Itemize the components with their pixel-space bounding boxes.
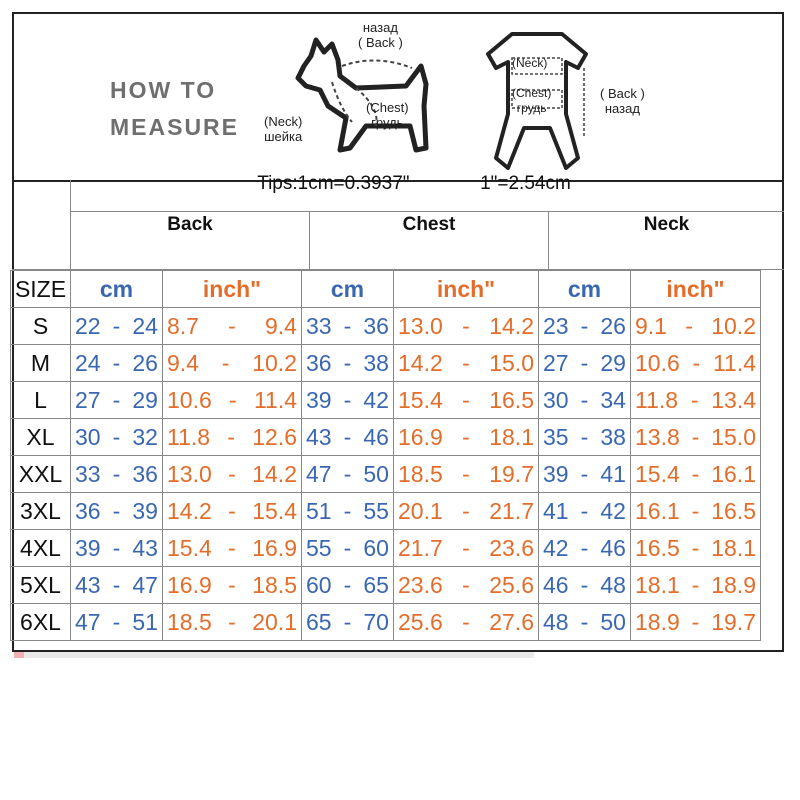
group-back-header: Back — [167, 214, 213, 235]
neck-inch-min: 10.6 — [635, 349, 680, 376]
chest-inch-cell — [394, 567, 539, 604]
range-dash: - — [462, 386, 470, 413]
neck-cm-cell — [539, 345, 631, 382]
neck-cm-cell — [539, 382, 631, 419]
back-cm-cell — [71, 382, 163, 419]
back-inch-min: 9.4 — [167, 349, 199, 376]
back-cm-min: 43 — [75, 571, 101, 598]
back-inch-cell — [163, 419, 302, 456]
chest-inch-max: 15.0 — [489, 349, 534, 376]
chest-cm-min: 51 — [306, 497, 332, 524]
chest-cm-cell — [302, 308, 394, 345]
range-dash: - — [691, 571, 700, 598]
back-cm-max: 36 — [132, 460, 158, 487]
range-dash: - — [691, 423, 700, 450]
table-row — [11, 345, 761, 382]
back-inch-min: 13.0 — [167, 460, 212, 487]
back-inch-header: inch" — [163, 271, 302, 308]
back-inch-min: 16.9 — [167, 571, 212, 598]
chest-cm-cell — [302, 604, 394, 641]
back-inch-cell — [163, 530, 302, 567]
range-dash: - — [462, 534, 470, 561]
chest-cm-min: 43 — [306, 423, 332, 450]
neck-inch-min: 9.1 — [635, 312, 667, 339]
range-dash: - — [228, 534, 236, 561]
range-dash: - — [343, 423, 352, 450]
dog-neck-label: (Neck) шейка — [264, 114, 303, 144]
size-label: 6XL — [11, 604, 71, 641]
range-dash: - — [580, 534, 589, 561]
neck-cm-max: 46 — [600, 534, 626, 561]
dog-chest-label: (Chest) грудь — [366, 100, 409, 130]
how-to-measure-title — [110, 72, 239, 146]
chest-cm-cell — [302, 530, 394, 567]
size-label: XL — [11, 419, 71, 456]
neck-cm-max: 38 — [600, 423, 626, 450]
chest-inch-header: inch" — [394, 271, 539, 308]
range-dash: - — [228, 571, 236, 598]
table-row — [11, 382, 761, 419]
range-dash: - — [228, 608, 236, 635]
chest-cm-max: 65 — [363, 571, 389, 598]
range-dash: - — [343, 460, 352, 487]
range-dash: - — [580, 497, 589, 524]
back-cm-header: cm — [71, 271, 163, 308]
back-cm-cell — [71, 604, 163, 641]
range-dash: - — [112, 423, 121, 450]
neck-cm-header: cm — [539, 271, 631, 308]
table-row — [11, 604, 761, 641]
range-dash: - — [580, 349, 589, 376]
chest-inch-min: 20.1 — [398, 497, 443, 524]
neck-inch-max: 18.1 — [711, 534, 756, 561]
range-dash: - — [112, 349, 121, 376]
neck-inch-max: 16.5 — [711, 497, 756, 524]
range-dash: - — [221, 349, 230, 376]
back-inch-min: 11.8 — [167, 423, 211, 450]
chest-inch-min: 15.4 — [398, 386, 443, 413]
neck-cm-max: 50 — [600, 608, 626, 635]
range-dash: - — [462, 312, 470, 339]
size-label: S — [11, 308, 71, 345]
neck-inch-max: 13.4 — [711, 386, 756, 413]
chest-inch-max: 27.6 — [489, 608, 534, 635]
back-inch-cell — [163, 567, 302, 604]
back-cm-max: 51 — [132, 608, 158, 635]
back-cm-cell — [71, 493, 163, 530]
neck-cm-cell — [539, 604, 631, 641]
table-row — [11, 567, 761, 604]
chest-cm-max: 55 — [363, 497, 389, 524]
range-dash: - — [227, 423, 235, 450]
chest-inch-min: 13.0 — [398, 312, 443, 339]
range-dash: - — [691, 608, 700, 635]
neck-inch-min: 13.8 — [635, 423, 680, 450]
chest-cm-cell — [302, 345, 394, 382]
chest-inch-min: 21.7 — [398, 534, 443, 561]
size-label: 4XL — [11, 530, 71, 567]
dog-back-label: назад ( Back ) — [358, 20, 403, 50]
range-dash: - — [112, 497, 121, 524]
neck-inch-min: 15.4 — [635, 460, 680, 487]
neck-cm-min: 48 — [543, 608, 569, 635]
range-dash: - — [228, 497, 236, 524]
chest-cm-cell — [302, 456, 394, 493]
range-dash: - — [462, 423, 470, 450]
neck-inch-cell — [631, 530, 761, 567]
back-cm-min: 24 — [75, 349, 101, 376]
table-header-row — [11, 271, 761, 308]
neck-inch-min: 11.8 — [635, 386, 679, 413]
back-inch-max: 10.2 — [252, 349, 297, 376]
range-dash: - — [580, 386, 589, 413]
chest-inch-cell — [394, 493, 539, 530]
back-cm-max: 29 — [132, 386, 158, 413]
chest-cm-max: 46 — [363, 423, 389, 450]
neck-cm-cell — [539, 530, 631, 567]
neck-cm-cell — [539, 419, 631, 456]
back-cm-cell — [71, 419, 163, 456]
chest-inch-cell — [394, 419, 539, 456]
back-inch-max: 11.4 — [253, 386, 297, 413]
chest-inch-min: 18.5 — [398, 460, 443, 487]
neck-inch-max: 19.7 — [711, 608, 756, 635]
range-dash: - — [580, 312, 589, 339]
range-dash: - — [691, 460, 700, 487]
back-cm-min: 27 — [75, 386, 101, 413]
divider — [70, 211, 784, 212]
range-dash: - — [112, 534, 121, 561]
range-dash: - — [228, 312, 236, 339]
back-cm-max: 24 — [132, 312, 158, 339]
chest-inch-cell — [394, 530, 539, 567]
neck-inch-cell — [631, 308, 761, 345]
back-cm-max: 32 — [132, 423, 158, 450]
measure-text: MEASURE — [110, 114, 240, 140]
neck-cm-max: 42 — [600, 497, 626, 524]
chest-inch-max: 19.7 — [489, 460, 534, 487]
chest-cm-min: 65 — [306, 608, 332, 635]
chest-cm-max: 70 — [363, 608, 389, 635]
neck-inch-cell — [631, 419, 761, 456]
range-dash: - — [580, 571, 589, 598]
neck-cm-min: 42 — [543, 534, 569, 561]
neck-inch-max: 18.9 — [711, 571, 756, 598]
range-dash: - — [685, 312, 693, 339]
tip-inch-to-cm: 1"=2.54cm — [480, 173, 571, 194]
back-inch-min: 8.7 — [167, 312, 199, 339]
neck-inch-min: 18.1 — [635, 571, 680, 598]
table-row — [11, 308, 761, 345]
back-cm-max: 39 — [132, 497, 158, 524]
chest-cm-min: 47 — [306, 460, 332, 487]
neck-inch-min: 16.1 — [635, 497, 680, 524]
range-dash: - — [343, 386, 352, 413]
back-inch-cell — [163, 382, 302, 419]
chest-cm-max: 60 — [363, 534, 389, 561]
neck-cm-min: 41 — [543, 497, 569, 524]
range-dash: - — [462, 497, 470, 524]
back-inch-max: 18.5 — [252, 571, 297, 598]
table-row — [11, 530, 761, 567]
neck-inch-min: 16.5 — [635, 534, 680, 561]
back-inch-max: 9.4 — [265, 312, 297, 339]
chest-cm-cell — [302, 419, 394, 456]
chest-inch-max: 16.5 — [489, 386, 534, 413]
back-cm-cell — [71, 308, 163, 345]
back-inch-cell — [163, 604, 302, 641]
size-table — [10, 270, 761, 641]
back-inch-max: 20.1 — [252, 608, 297, 635]
neck-inch-max: 10.2 — [711, 312, 756, 339]
back-inch-cell — [163, 493, 302, 530]
size-column-header: SIZE — [11, 271, 71, 308]
neck-cm-cell — [539, 308, 631, 345]
neck-cm-cell — [539, 456, 631, 493]
back-inch-max: 12.6 — [252, 423, 297, 450]
range-dash: - — [462, 460, 470, 487]
neck-inch-cell — [631, 382, 761, 419]
back-cm-max: 26 — [132, 349, 158, 376]
neck-inch-cell — [631, 493, 761, 530]
range-dash: - — [691, 497, 700, 524]
neck-inch-cell — [631, 567, 761, 604]
garment-back-label: ( Back ) назад — [600, 86, 645, 116]
chest-cm-min: 33 — [306, 312, 332, 339]
back-inch-max: 15.4 — [252, 497, 297, 524]
chest-inch-cell — [394, 604, 539, 641]
group-chest-header: Chest — [402, 214, 456, 235]
neck-cm-max: 26 — [600, 312, 626, 339]
back-inch-min: 14.2 — [167, 497, 212, 524]
neck-inch-max: 16.1 — [711, 460, 756, 487]
back-cm-max: 43 — [132, 534, 158, 561]
neck-cm-min: 46 — [543, 571, 569, 598]
back-inch-cell — [163, 345, 302, 382]
tip-cm-to-inch: Tips:1cm=0.3937" — [257, 173, 410, 194]
range-dash: - — [343, 571, 352, 598]
neck-cm-min: 30 — [543, 386, 569, 413]
chest-cm-min: 36 — [306, 349, 332, 376]
back-inch-max: 16.9 — [252, 534, 297, 561]
chest-inch-cell — [394, 382, 539, 419]
measure-guide — [14, 14, 782, 182]
range-dash: - — [692, 349, 701, 376]
table-row — [11, 493, 761, 530]
neck-inch-max: 15.0 — [711, 423, 756, 450]
chest-cm-max: 36 — [363, 312, 389, 339]
neck-cm-max: 34 — [600, 386, 626, 413]
garment-chest-label: (Chest) грудь — [512, 86, 552, 115]
chest-cm-cell — [302, 493, 394, 530]
neck-cm-max: 48 — [600, 571, 626, 598]
range-dash: - — [691, 534, 700, 561]
how-to-text: HOW TO — [110, 77, 217, 103]
size-label: 5XL — [11, 567, 71, 604]
range-dash: - — [343, 497, 352, 524]
chest-inch-max: 25.6 — [489, 571, 534, 598]
cropped-note — [14, 652, 534, 658]
neck-inch-cell — [631, 456, 761, 493]
neck-cm-min: 35 — [543, 423, 569, 450]
chest-inch-cell — [394, 456, 539, 493]
back-cm-cell — [71, 530, 163, 567]
chest-cm-max: 50 — [363, 460, 389, 487]
chest-inch-max: 14.2 — [489, 312, 534, 339]
garment-neck-label: (Neck) — [512, 56, 548, 70]
table-row — [11, 456, 761, 493]
range-dash: - — [580, 608, 589, 635]
range-dash: - — [690, 386, 699, 413]
chest-cm-cell — [302, 382, 394, 419]
back-cm-min: 30 — [75, 423, 101, 450]
range-dash: - — [343, 312, 352, 339]
chest-cm-header: cm — [302, 271, 394, 308]
neck-cm-cell — [539, 567, 631, 604]
chest-cm-min: 39 — [306, 386, 332, 413]
chest-inch-max: 21.7 — [489, 497, 534, 524]
neck-inch-header: inch" — [631, 271, 761, 308]
back-cm-min: 22 — [75, 312, 101, 339]
back-cm-min: 36 — [75, 497, 101, 524]
chest-inch-max: 23.6 — [489, 534, 534, 561]
chest-cm-min: 60 — [306, 571, 332, 598]
range-dash: - — [112, 571, 121, 598]
neck-cm-min: 39 — [543, 460, 569, 487]
back-cm-cell — [71, 345, 163, 382]
size-label: L — [11, 382, 71, 419]
neck-cm-min: 23 — [543, 312, 569, 339]
neck-inch-max: 11.4 — [712, 349, 756, 376]
chest-cm-max: 42 — [363, 386, 389, 413]
range-dash: - — [112, 312, 121, 339]
back-inch-min: 10.6 — [167, 386, 212, 413]
range-dash: - — [462, 608, 470, 635]
range-dash: - — [580, 460, 589, 487]
back-cm-min: 47 — [75, 608, 101, 635]
back-cm-max: 47 — [132, 571, 158, 598]
back-cm-cell — [71, 456, 163, 493]
neck-cm-min: 27 — [543, 349, 569, 376]
range-dash: - — [112, 460, 121, 487]
conversion-tips — [58, 168, 770, 200]
back-cm-min: 33 — [75, 460, 101, 487]
range-dash: - — [343, 608, 352, 635]
chest-inch-min: 16.9 — [398, 423, 443, 450]
chest-inch-min: 25.6 — [398, 608, 443, 635]
back-inch-min: 15.4 — [167, 534, 212, 561]
size-label: M — [11, 345, 71, 382]
range-dash: - — [112, 608, 121, 635]
back-inch-cell — [163, 456, 302, 493]
size-label: 3XL — [11, 493, 71, 530]
chest-cm-cell — [302, 567, 394, 604]
range-dash: - — [343, 534, 352, 561]
group-neck-header: Neck — [643, 214, 690, 235]
neck-cm-cell — [539, 493, 631, 530]
size-label: XXL — [11, 456, 71, 493]
table-row — [11, 419, 761, 456]
range-dash: - — [462, 349, 470, 376]
range-dash: - — [229, 386, 237, 413]
neck-cm-max: 41 — [600, 460, 626, 487]
neck-inch-min: 18.9 — [635, 608, 680, 635]
neck-inch-cell — [631, 345, 761, 382]
range-dash: - — [112, 386, 121, 413]
back-cm-cell — [71, 567, 163, 604]
back-inch-cell — [163, 308, 302, 345]
chest-inch-cell — [394, 308, 539, 345]
chest-inch-min: 14.2 — [398, 349, 443, 376]
chest-inch-max: 18.1 — [489, 423, 534, 450]
range-dash: - — [343, 349, 352, 376]
back-inch-max: 14.2 — [252, 460, 297, 487]
chest-cm-min: 55 — [306, 534, 332, 561]
range-dash: - — [462, 571, 470, 598]
range-dash: - — [580, 423, 589, 450]
back-cm-min: 39 — [75, 534, 101, 561]
neck-cm-max: 29 — [600, 349, 626, 376]
neck-inch-cell — [631, 604, 761, 641]
chest-inch-cell — [394, 345, 539, 382]
back-inch-min: 18.5 — [167, 608, 212, 635]
chest-inch-min: 23.6 — [398, 571, 443, 598]
chest-cm-max: 38 — [363, 349, 389, 376]
range-dash: - — [228, 460, 236, 487]
